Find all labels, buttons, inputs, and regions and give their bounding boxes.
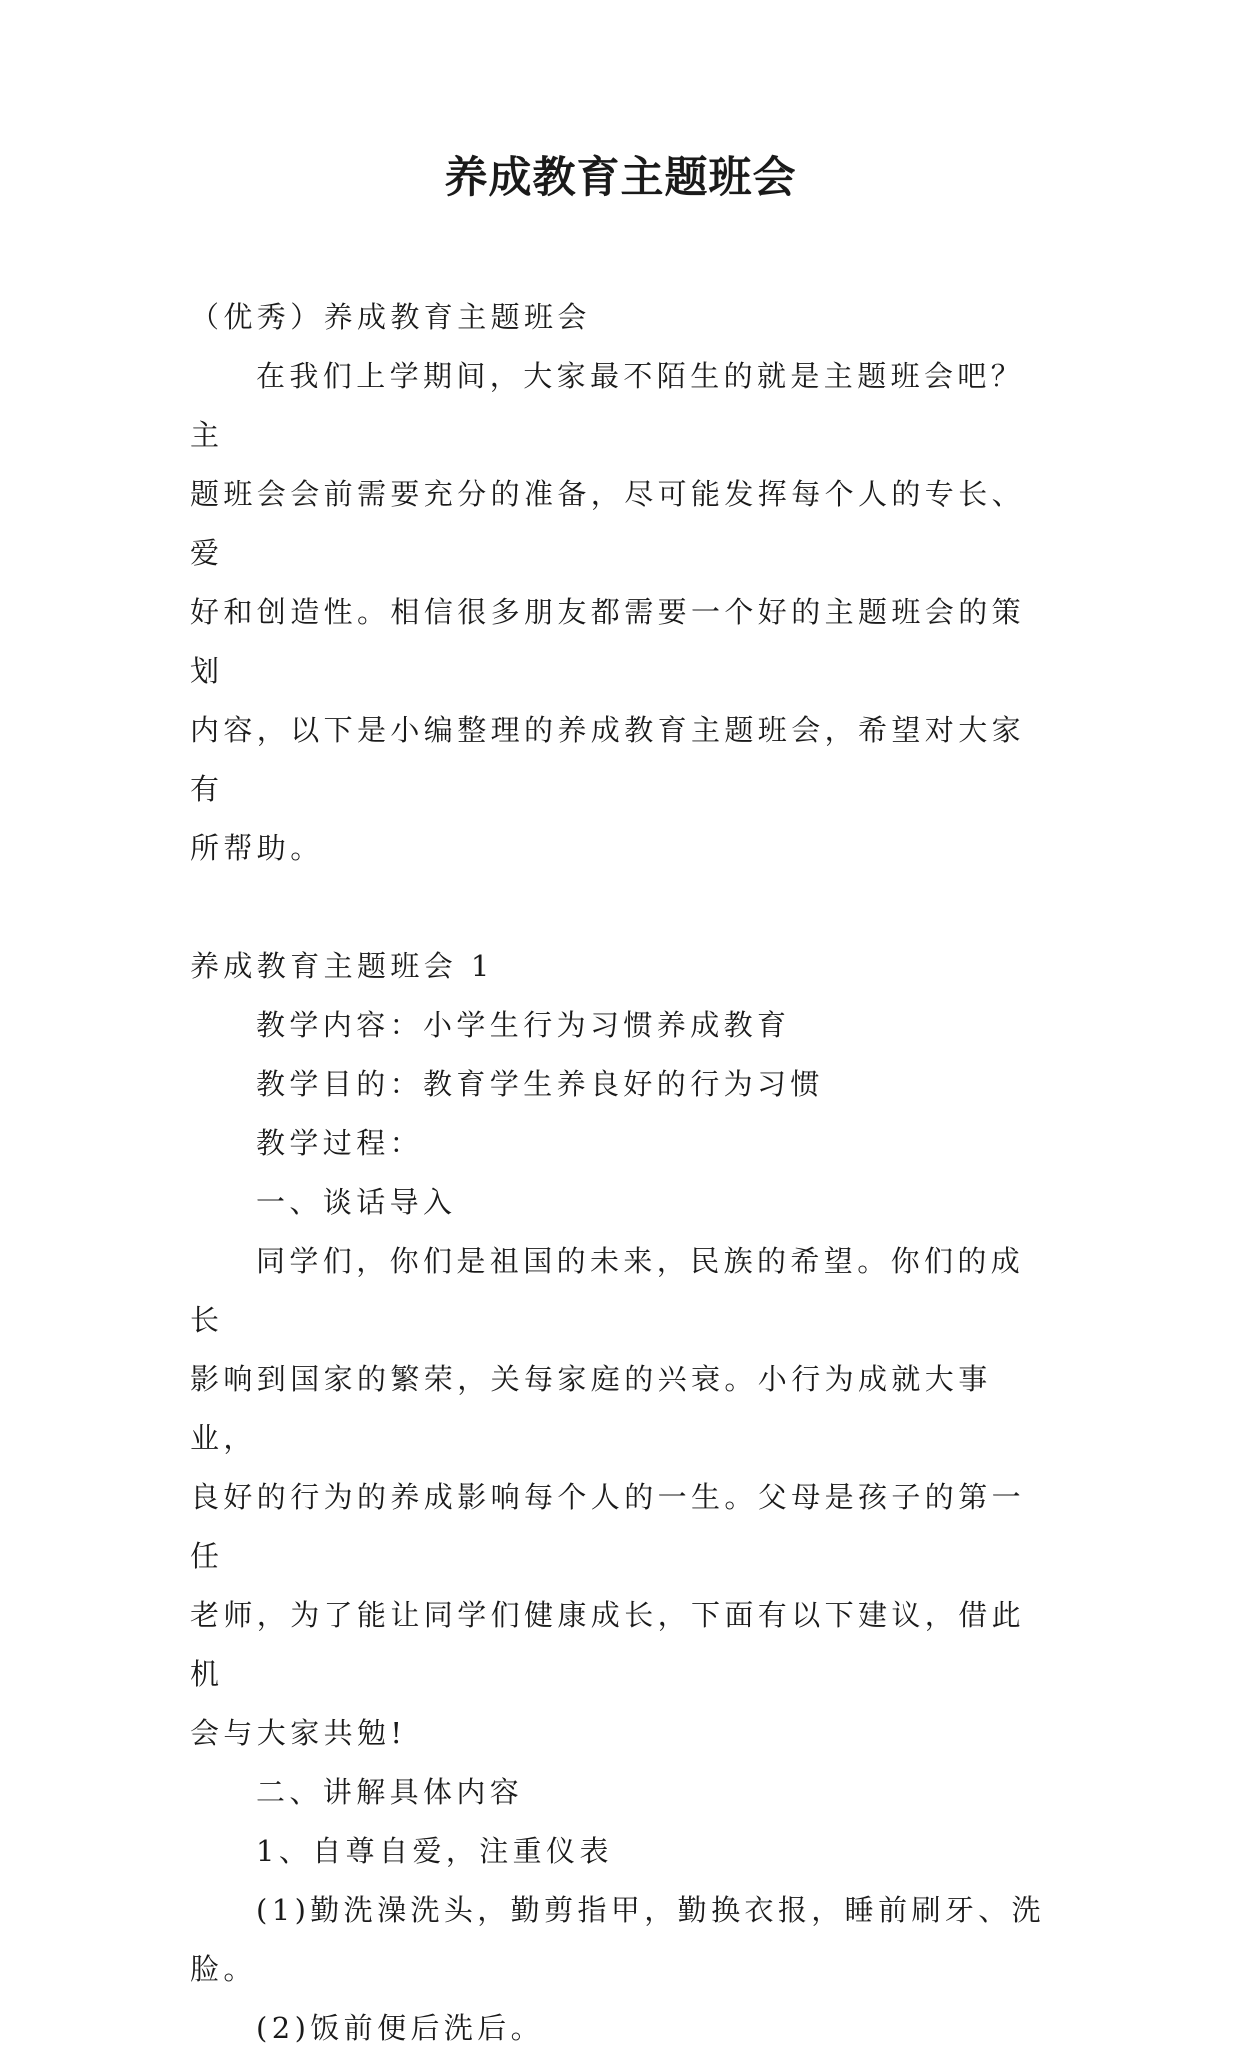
page-title: 养成教育主题班会: [444, 153, 797, 203]
item-one-sub1-line-1: (1)勤洗澡洗头，勤剪指甲，勤换衣报，睡前刷牙、洗: [256, 1893, 1046, 1927]
teaching-process: 教学过程：: [256, 1126, 424, 1160]
part-one-line-4: 老师，为了能让同学们健康成长，下面有以下建议，借此机: [190, 1598, 1026, 1691]
intro-line-4: 内容，以下是小编整理的养成教育主题班会，希望对大家有: [190, 713, 1026, 806]
teaching-goal: 教学目的：教育学生养良好的行为习惯: [256, 1067, 824, 1101]
document-body: [190, 288, 1052, 2058]
part-one-line-2: 影响到国家的繁荣，关每家庭的兴衰。小行为成就大事业，: [190, 1362, 992, 1455]
part-one-line-1: 同学们，你们是祖国的未来，民族的希望。你们的成长: [190, 1244, 1025, 1337]
part-one-line-3: 良好的行为的养成影响每个人的一生。父母是孩子的第一任: [190, 1480, 1026, 1573]
paragraph-gap: [190, 878, 1052, 937]
intro-line-3: 好和创造性。相信很多朋友都需要一个好的主题班会的策划: [190, 595, 1026, 688]
document-subtitle: （优秀）养成教育主题班会: [190, 300, 591, 334]
item-one-sub1-line-2: 脸。: [190, 1952, 257, 1986]
part-two-heading: 二、讲解具体内容: [256, 1775, 524, 1809]
intro-line-5: 所帮助。: [190, 831, 324, 865]
intro-line-2: 题班会会前需要充分的准备，尽可能发挥每个人的专长、爱: [190, 477, 1026, 570]
item-one-heading: 1、自尊自爱，注重仪表: [256, 1834, 613, 1868]
item-one-sub2: (2)饭前便后洗后。: [256, 2011, 545, 2045]
part-one-heading: 一、谈话导入: [256, 1185, 457, 1219]
part-one-line-5: 会与大家共勉!: [190, 1716, 407, 1750]
section-heading: 养成教育主题班会 1: [190, 949, 494, 983]
teaching-content: 教学内容：小学生行为习惯养成教育: [256, 1008, 791, 1042]
intro-line-1: 在我们上学期间，大家最不陌生的就是主题班会吧？主: [190, 359, 1025, 452]
